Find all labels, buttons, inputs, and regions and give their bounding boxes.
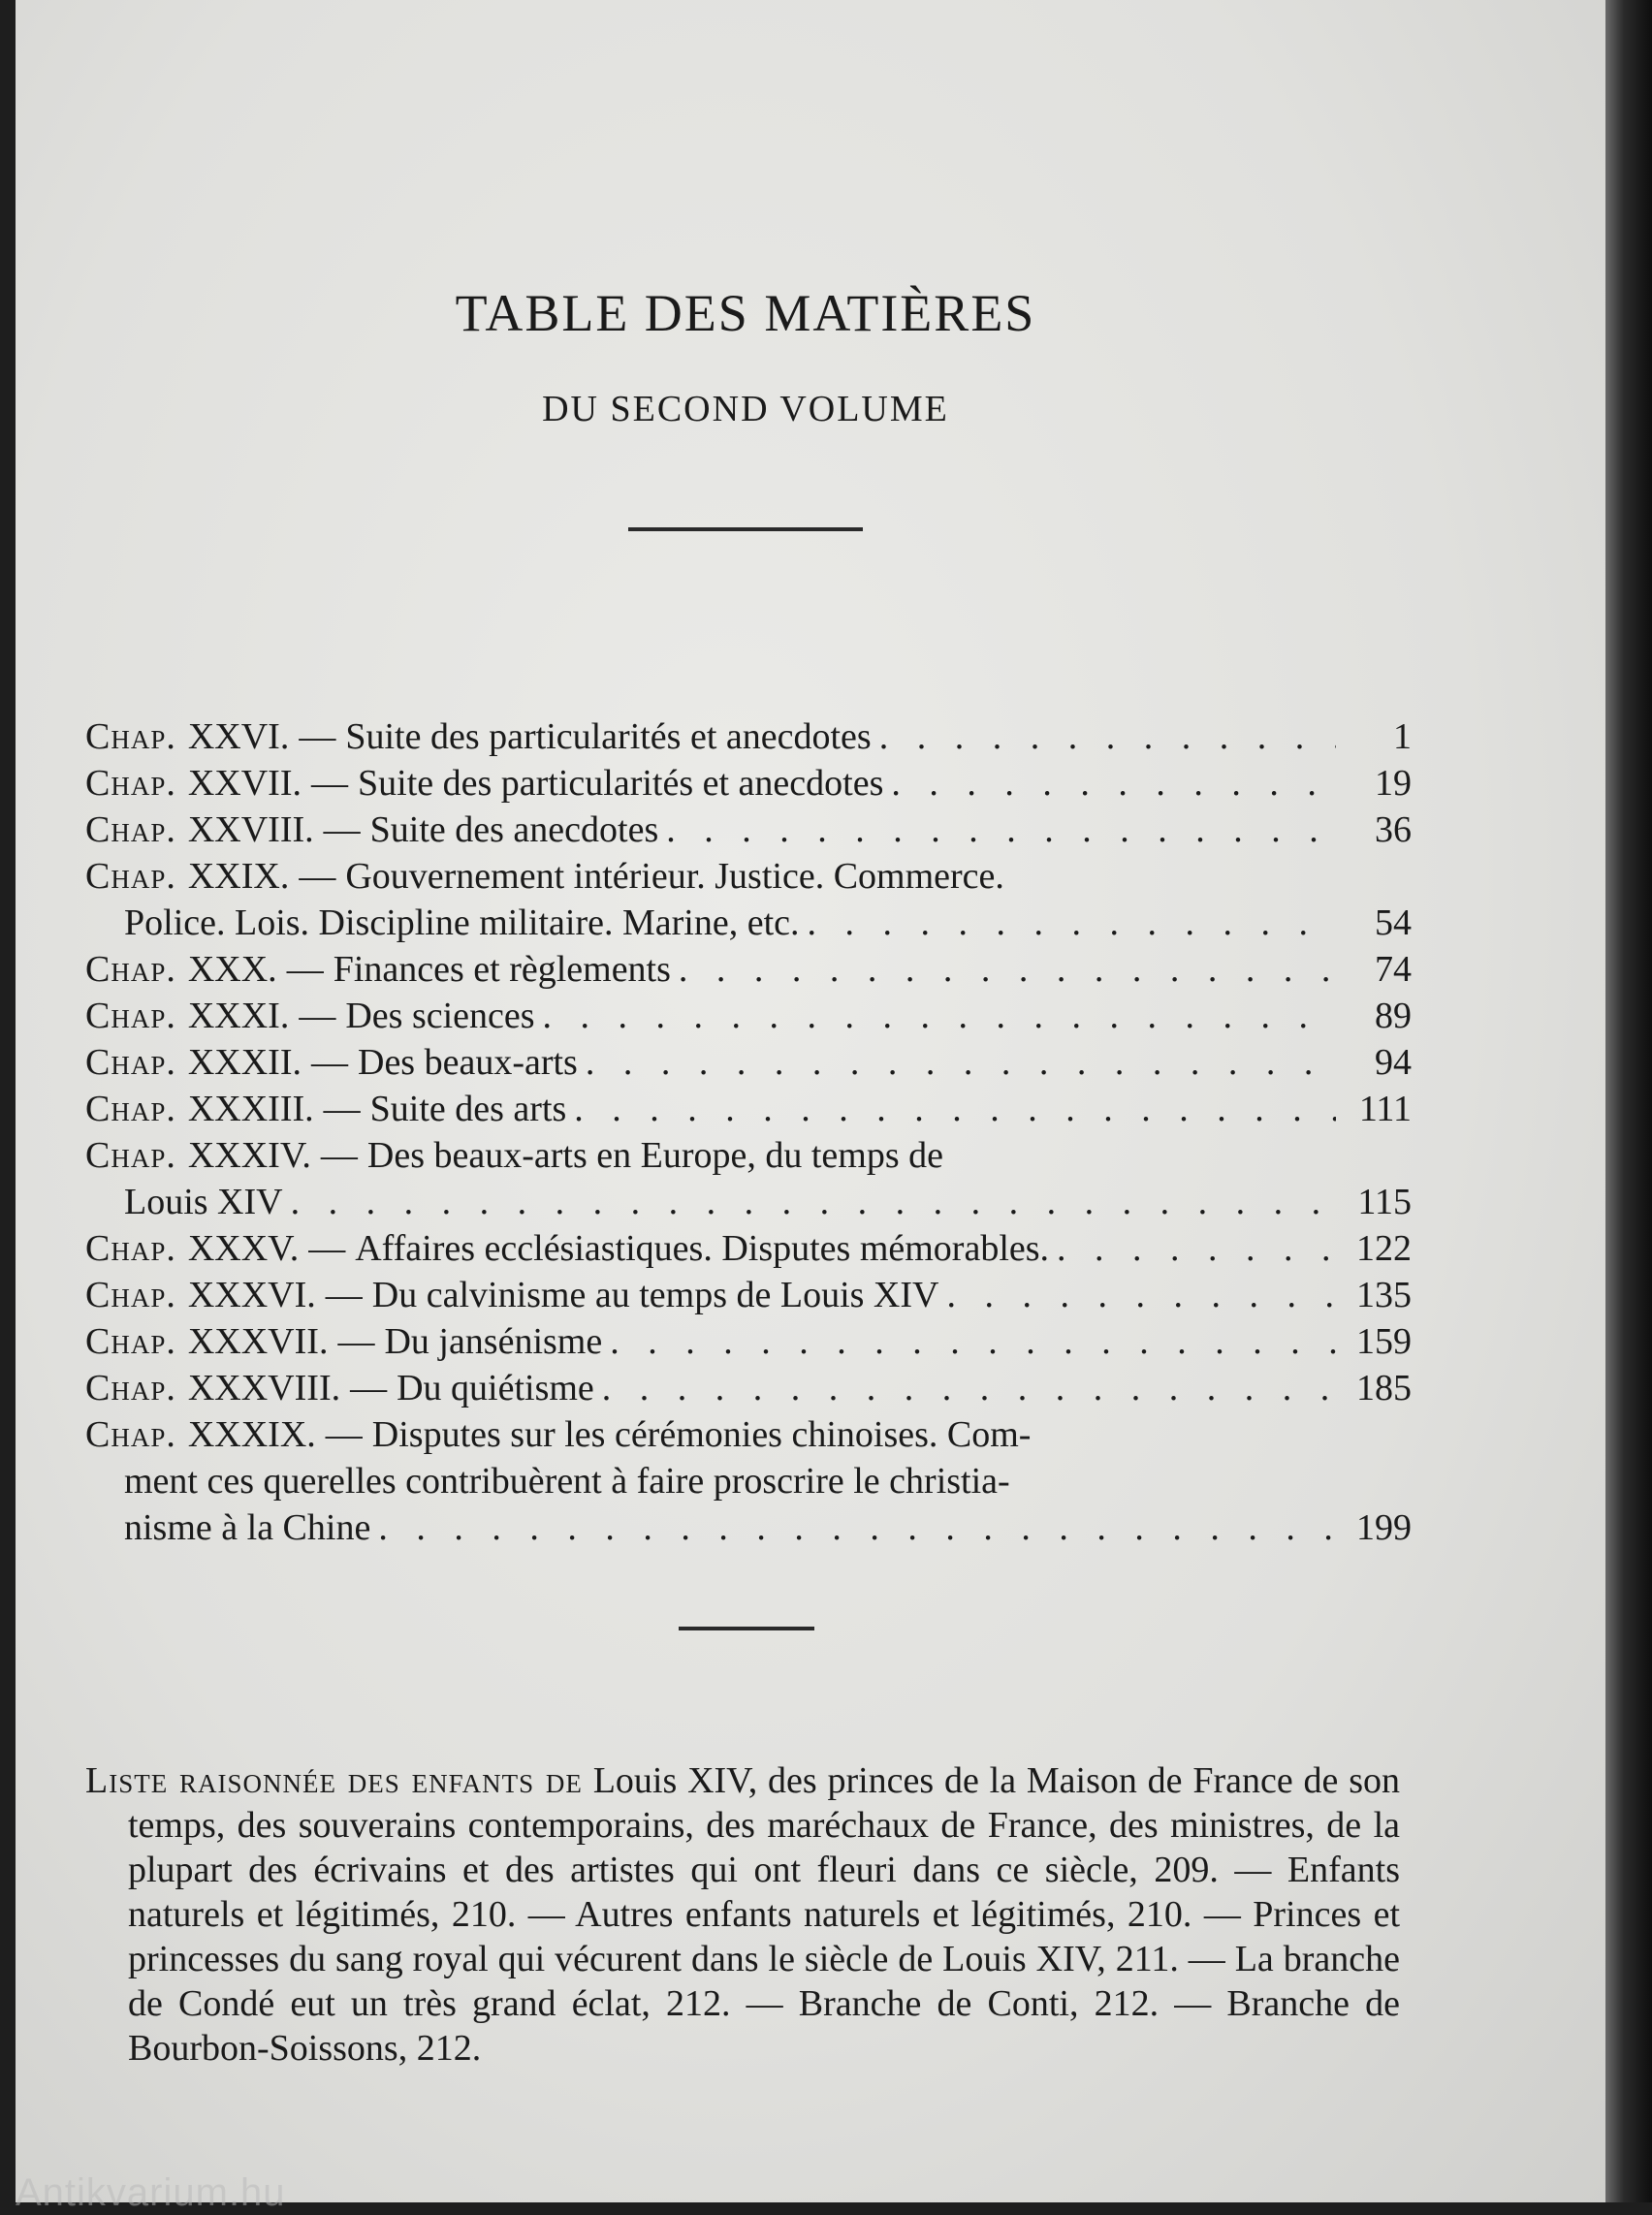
chapter-title: Des beaux-arts en Europe, du temps de	[366, 1135, 943, 1176]
chapter-numeral: XXVII.	[187, 763, 302, 804]
chapter-label: Chap.	[85, 763, 176, 804]
page-number: 1	[1393, 716, 1412, 757]
chapter-numeral: XXXIII.	[187, 1089, 314, 1129]
toc-entry	[85, 1318, 1412, 1365]
chapter-title: Des sciences	[345, 996, 535, 1036]
liste-body: Louis XIV, des princes de la Maison de France de son temps, des souverains contemporains, des maréchaux de France, des ministres, de la plupart des écrivains et des artistes qui ont fleuri dans ce siècle, 209. — Enfants naturels et légitimés, 210. — Autres enfants naturels et légitimés, 210. — Princes et princesses du sang royal qui vécurent dans le siècle de Louis XIV, 211. — La branche de Condé eut un très grand éclat, 212. — Branche de Conti, 212. — Branche de Bourbon-Soissons, 212.	[128, 1760, 1400, 2069]
toc-line	[85, 993, 1412, 1039]
chapter-title: Du quiétisme	[397, 1368, 594, 1408]
chapter-title: Du jansénisme	[384, 1321, 603, 1362]
chapter-numeral: XXVI.	[187, 716, 290, 757]
page-number: 36	[1375, 809, 1412, 850]
dot-leader	[602, 1365, 1336, 1411]
dot-leader	[586, 1039, 1336, 1086]
chapter-title: Police. Lois. Discipline militaire. Marine, etc.	[124, 902, 800, 943]
toc-entry	[85, 946, 1412, 993]
chapter-label: Chap.	[85, 1368, 176, 1408]
toc-line	[85, 900, 1412, 946]
chapter-numeral: XXXVIII.	[187, 1368, 341, 1408]
chapter-label: Chap.	[85, 1321, 176, 1362]
chapter-label: Chap.	[85, 1414, 176, 1455]
em-dash: —	[320, 1135, 358, 1176]
em-dash: —	[286, 949, 324, 990]
page-number: 185	[1356, 1368, 1412, 1408]
dot-leader	[679, 946, 1336, 993]
toc-line	[85, 1086, 1412, 1132]
page-title: TABLE DES MATIÈRES	[455, 284, 1036, 342]
toc-line	[85, 1365, 1412, 1411]
chapter-numeral: XXXVI.	[187, 1275, 316, 1315]
dot-leader	[610, 1318, 1336, 1365]
dot-leader	[946, 1272, 1336, 1318]
em-dash: —	[311, 763, 348, 804]
chapter-title: Disputes sur les cérémonies chinoises. Com-	[371, 1414, 1032, 1455]
chapter-label: Chap.	[85, 996, 176, 1036]
em-dash: —	[337, 1321, 375, 1362]
toc-line	[85, 1272, 1412, 1318]
chapter-label: Chap.	[85, 1275, 176, 1315]
chapter-title: Suite des particularités et anecdotes	[358, 763, 884, 804]
page-number: 115	[1357, 1182, 1412, 1222]
em-dash: —	[311, 1042, 348, 1083]
chapter-numeral: XXIX.	[187, 856, 290, 897]
toc-line	[85, 1504, 1412, 1551]
dot-leader	[378, 1504, 1336, 1551]
em-dash: —	[323, 809, 361, 850]
toc-entry	[85, 993, 1412, 1039]
chapter-label: Chap.	[85, 856, 176, 897]
dot-leader	[808, 900, 1337, 946]
chapter-label: Chap.	[85, 1228, 176, 1269]
liste-paragraph	[85, 1758, 1400, 2071]
dot-leader	[543, 993, 1336, 1039]
dot-leader	[879, 713, 1336, 760]
toc-line	[85, 1179, 1412, 1225]
chapter-numeral: XXVIII.	[187, 809, 314, 850]
chapter-title: ment ces querelles contribuèrent à faire proscrire le christia-	[124, 1461, 1010, 1502]
dot-leader	[291, 1179, 1336, 1225]
page-number: 199	[1356, 1507, 1412, 1548]
toc-line	[85, 1318, 1412, 1365]
chapter-numeral: XXXV.	[187, 1228, 300, 1269]
divider-bottom	[679, 1627, 814, 1630]
page-number: 122	[1356, 1228, 1412, 1269]
chapter-numeral: XXXI.	[187, 996, 290, 1036]
toc-entry	[85, 713, 1412, 760]
watermark: Antikvarium.hu	[16, 2171, 286, 2214]
chapter-numeral: XXXII.	[187, 1042, 302, 1083]
em-dash: —	[325, 1414, 363, 1455]
toc-entry	[85, 1132, 1412, 1225]
page-number: 111	[1358, 1089, 1412, 1129]
em-dash: —	[325, 1275, 363, 1315]
toc-line	[85, 760, 1412, 807]
chapter-numeral: XXXIV.	[187, 1135, 311, 1176]
em-dash: —	[308, 1228, 346, 1269]
toc-entry	[85, 1039, 1412, 1086]
chapter-label: Chap.	[85, 1089, 176, 1129]
book-binding-edge	[1605, 0, 1652, 2202]
dot-leader	[891, 760, 1336, 807]
em-dash: —	[323, 1089, 361, 1129]
chapter-label: Chap.	[85, 1135, 176, 1176]
toc-line	[85, 807, 1412, 853]
chapter-numeral: XXXIX.	[187, 1414, 316, 1455]
chapter-label: Chap.	[85, 949, 176, 990]
toc-entry	[85, 1225, 1412, 1272]
dot-leader	[666, 807, 1336, 853]
chapter-label: Chap.	[85, 716, 176, 757]
toc-entry	[85, 1086, 1412, 1132]
toc-line	[85, 1411, 1412, 1458]
page-subtitle: DU SECOND VOLUME	[542, 389, 949, 429]
page-number: 74	[1375, 949, 1412, 990]
em-dash: —	[299, 856, 336, 897]
page-number: 54	[1375, 902, 1412, 943]
chapter-numeral: XXX.	[187, 949, 277, 990]
page-number: 159	[1356, 1321, 1412, 1362]
page-number: 135	[1356, 1275, 1412, 1315]
toc-line	[85, 853, 1412, 900]
chapter-title: Suite des particularités et anecdotes	[345, 716, 872, 757]
chapter-title: Gouvernement intérieur. Justice. Commerce.	[345, 856, 1004, 897]
toc-entry	[85, 1411, 1412, 1551]
page-number: 19	[1375, 763, 1412, 804]
toc-line	[85, 1039, 1412, 1086]
table-of-contents	[85, 713, 1412, 1551]
page-number: 89	[1375, 996, 1412, 1036]
chapter-title: nisme à la Chine	[124, 1507, 371, 1548]
dot-leader	[574, 1086, 1336, 1132]
liste-heading: Liste raisonnée des enfants de	[85, 1760, 583, 1801]
chapter-title: Suite des anecdotes	[369, 809, 659, 850]
page-number: 94	[1375, 1042, 1412, 1083]
chapter-title: Suite des arts	[369, 1089, 567, 1129]
divider-top	[628, 527, 863, 531]
toc-line	[85, 713, 1412, 760]
toc-entry	[85, 807, 1412, 853]
book-page	[16, 0, 1605, 2214]
toc-line	[85, 1458, 1412, 1504]
toc-line	[85, 946, 1412, 993]
toc-line	[85, 1132, 1412, 1179]
toc-entry	[85, 1272, 1412, 1318]
chapter-numeral: XXXVII.	[187, 1321, 329, 1362]
chapter-title: Des beaux-arts	[358, 1042, 578, 1083]
toc-entry	[85, 760, 1412, 807]
chapter-title: Du calvinisme au temps de Louis XIV	[371, 1275, 939, 1315]
chapter-title: Finances et règlements	[333, 949, 671, 990]
toc-entry	[85, 853, 1412, 946]
toc-line	[85, 1225, 1412, 1272]
chapter-title: Affaires ecclésiastiques. Disputes mémorables.	[355, 1228, 1050, 1269]
dot-leader	[1057, 1225, 1336, 1272]
em-dash: —	[350, 1368, 388, 1408]
chapter-title: Louis XIV	[124, 1182, 283, 1222]
em-dash: —	[299, 716, 336, 757]
chapter-label: Chap.	[85, 809, 176, 850]
liste-text	[85, 1758, 1400, 2071]
chapter-label: Chap.	[85, 1042, 176, 1083]
em-dash: —	[299, 996, 336, 1036]
toc-entry	[85, 1365, 1412, 1411]
